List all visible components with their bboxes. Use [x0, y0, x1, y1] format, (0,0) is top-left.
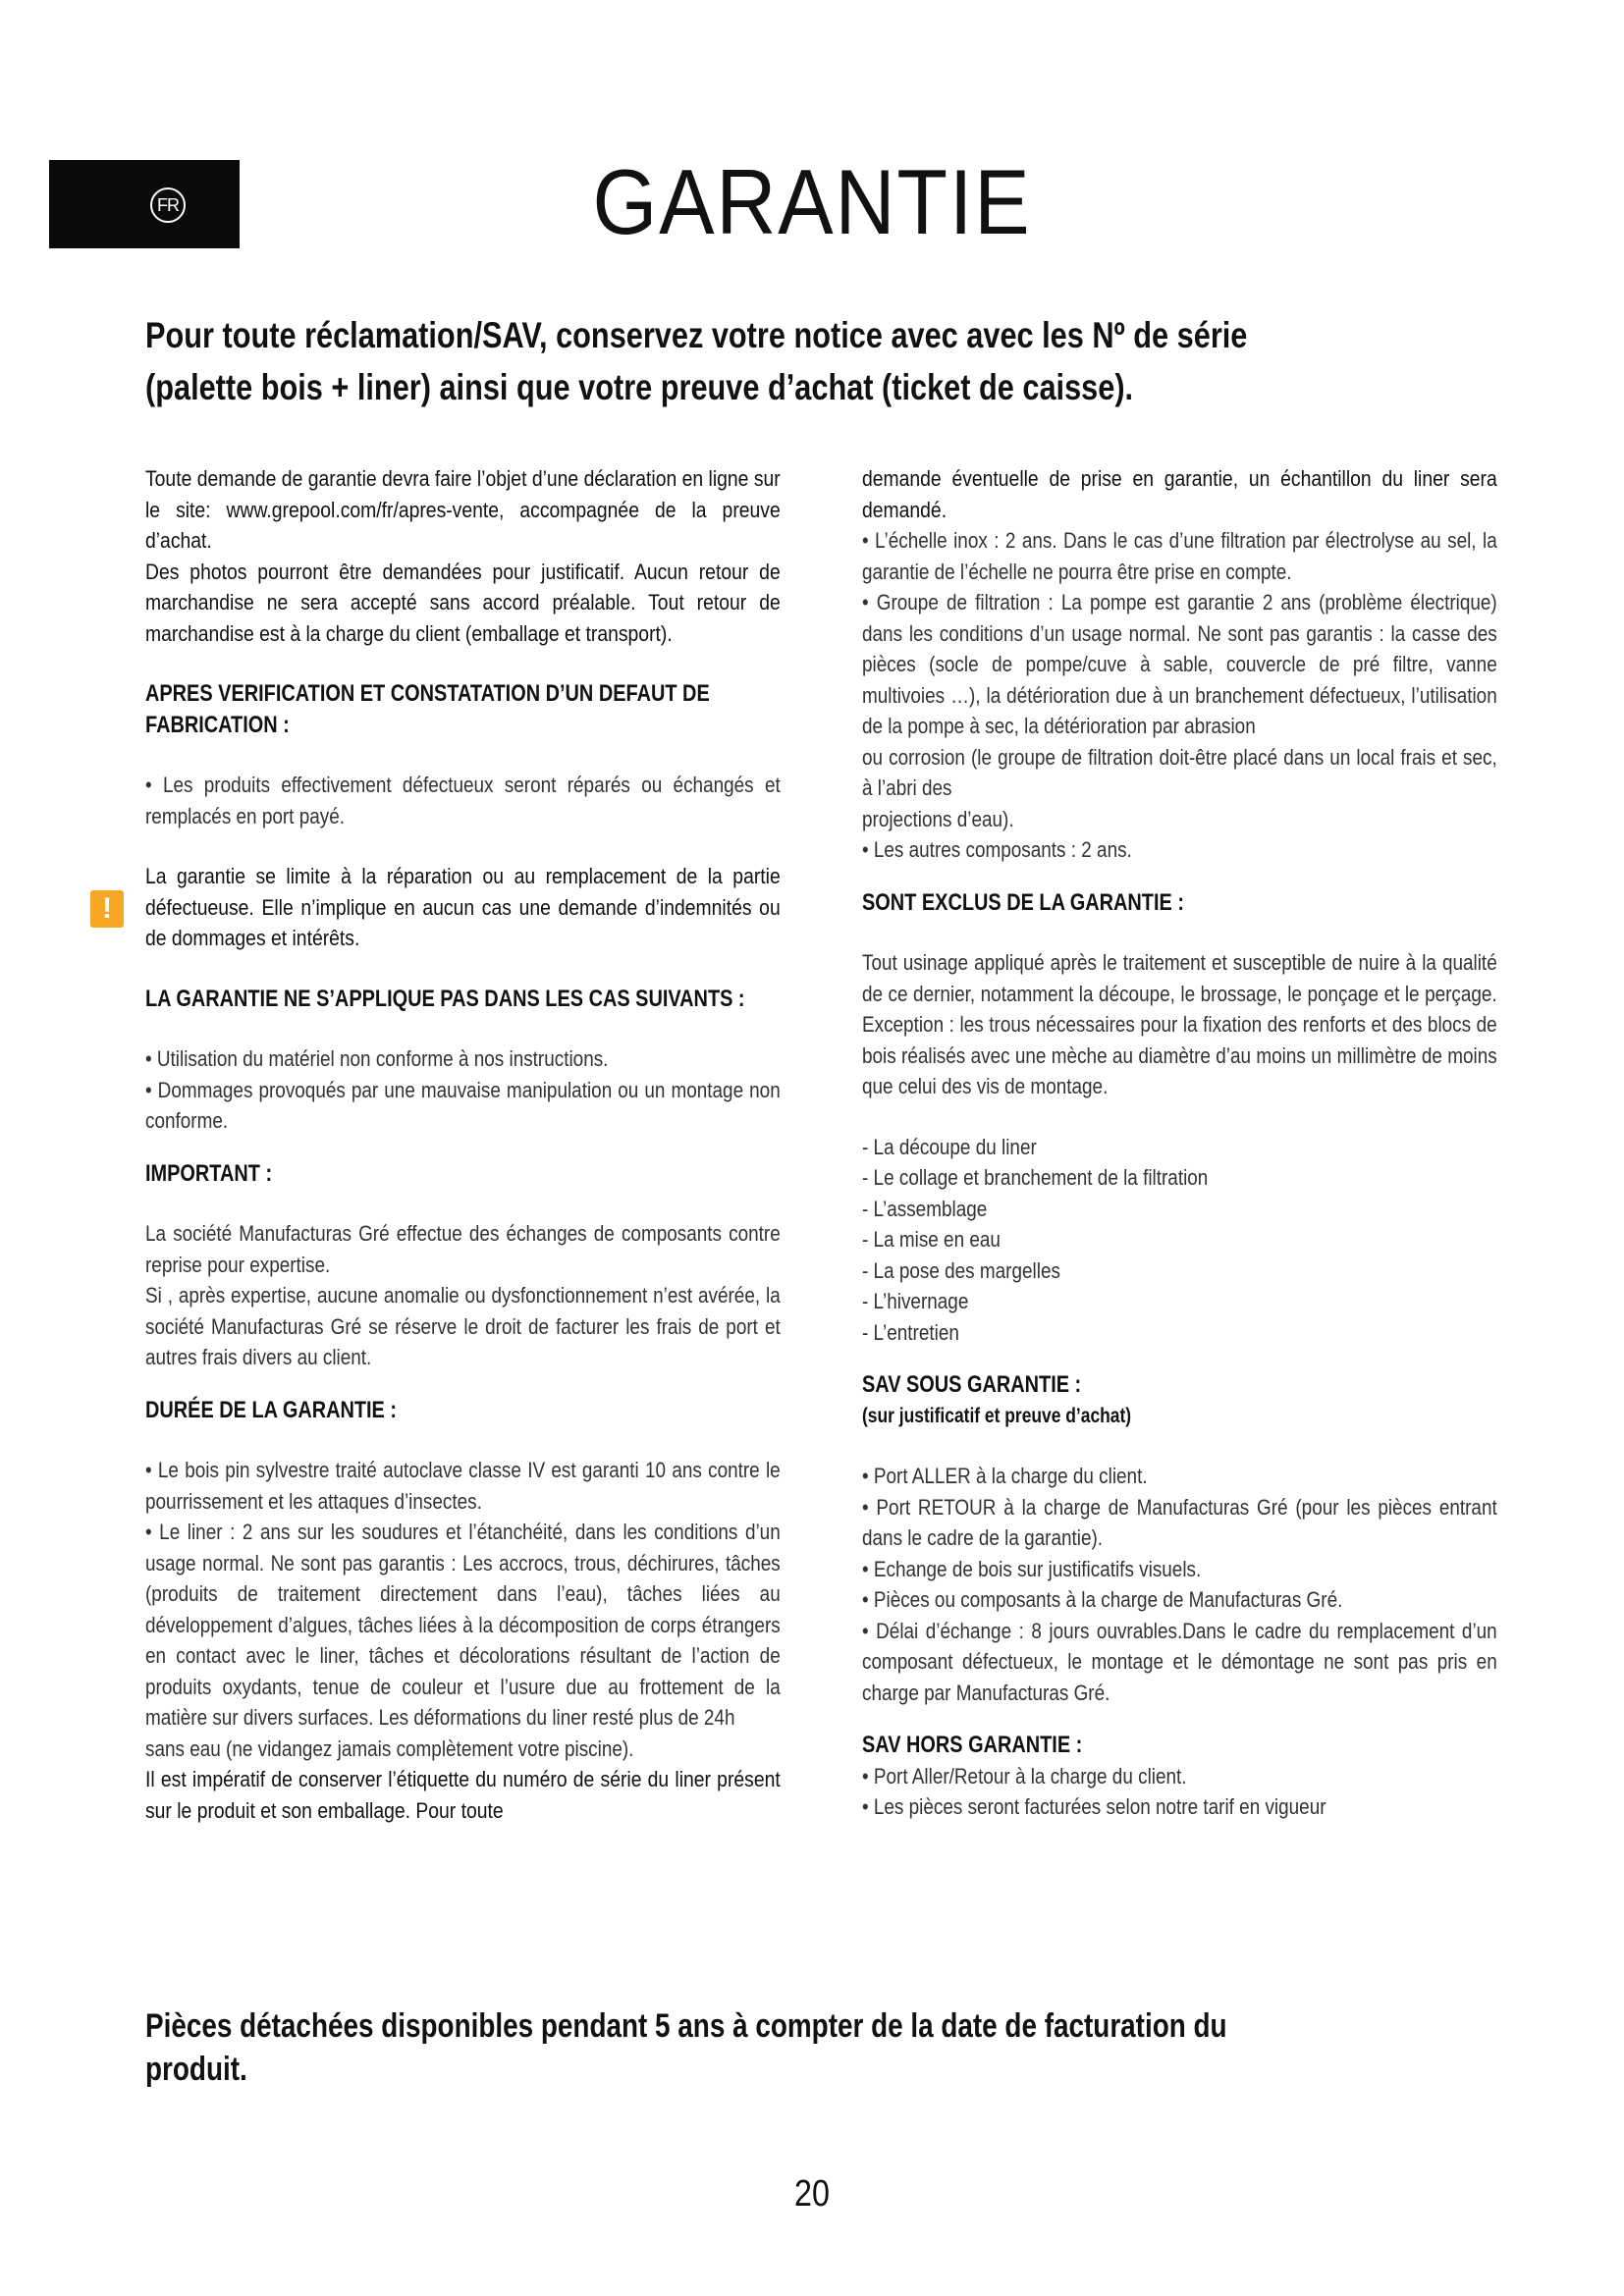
sav-out-item: • Port Aller/Retour à la charge du client.: [862, 1763, 1187, 1789]
sav-item: • Pièces ou composants à la charge de Manufacturas Gré.: [862, 1587, 1343, 1612]
exclusions-heading: LA GARANTIE NE S’APPLIQUE PAS DANS LES CAS SUIVANTS :: [145, 985, 745, 1012]
warning-icon: !: [90, 890, 124, 928]
filtration-item: projections d’eau).: [862, 806, 1014, 831]
claim-paragraph: Toute demande de garantie devra faire l’objet d’une déclaration en ligne sur le site: www.grepool.com/fr/apres-vente, accompagnée de la preuve d’achat.: [145, 466, 781, 553]
ladder-item: • L’échelle inox : 2 ans. Dans le cas d’une filtration par électrolyse au sel, la garantie de l’échelle ne pourra être prise en compte.: [862, 528, 1497, 584]
list-item: - L’entretien: [862, 1319, 959, 1345]
important-paragraph: La société Manufacturas Gré effectue des échanges de composants contre reprise pour expertise.: [145, 1221, 781, 1277]
list-item: - Le collage et branchement de la filtration: [862, 1165, 1209, 1190]
duration-heading: DURÉE DE LA GARANTIE :: [145, 1396, 398, 1423]
defect-heading: APRES VERIFICATION ET CONSTATATION D’UN DEFAUT DE FABRICATION :: [145, 680, 710, 738]
duration-item: • Le bois pin sylvestre traité autoclave classe IV est garanti 10 ans contre le pourrissement et les attaques d’insectes.: [145, 1458, 781, 1514]
list-item: - La découpe du liner: [862, 1134, 1037, 1159]
important-heading: IMPORTANT :: [145, 1159, 273, 1187]
excluded-heading: SONT EXCLUS DE LA GARANTIE :: [862, 888, 1184, 916]
sav-heading: SAV SOUS GARANTIE :: [862, 1371, 1082, 1398]
right-column: [862, 463, 1498, 1823]
spare-parts-notice: Pièces détachées disponibles pendant 5 ans à compter de la date de facturation du produit.: [145, 2007, 1227, 2088]
sav-out-heading: SAV HORS GARANTIE :: [862, 1732, 1083, 1758]
sav-item: • Délai d’échange : 8 jours ouvrables.Dans le cadre du remplacement d’un composant défectueux, le montage et le démontage ne sont pas pris en charge par Manufacturas Gré.: [862, 1618, 1497, 1705]
intro-notice: Pour toute réclamation/SAV, conservez votre notice avec avec les Nº de série (palette bois + liner) ainsi que votre preuve d’achat (ticket de caisse).: [145, 315, 1248, 407]
list-item: - La pose des margelles: [862, 1257, 1060, 1283]
excluded-paragraph: Tout usinage appliqué après le traitement et susceptible de nuire à la qualité de ce dernier, notamment la découpe, le brossage, le ponçage et le perçage. Exception : les trous nécessaires pour la fixation des renforts et des blocs de bois réalisés avec une mèche au diamètre d’au moins un millimètre de moins que celui des vis de montage.: [862, 950, 1497, 1098]
exclusion-item: • Dommages provoqués par une mauvaise manipulation ou un montage non conforme.: [145, 1077, 781, 1133]
page-number: 20: [794, 2173, 830, 2215]
sav-item: • Port ALLER à la charge du client.: [862, 1464, 1148, 1488]
sav-item: • Echange de bois sur justificatifs visuels.: [862, 1556, 1202, 1581]
list-item: - La mise en eau: [862, 1227, 1001, 1252]
left-column: [102, 463, 782, 1826]
list-item: - L’assemblage: [862, 1196, 988, 1221]
defect-paragraph: • Les produits effectivement défectueux seront réparés ou échangés et remplacés en port payé.: [145, 773, 781, 828]
list-item: - L’hivernage: [862, 1289, 969, 1313]
sav-subheading: (sur justificatif et preuve d’achat): [862, 1404, 1132, 1427]
sample-paragraph: demande éventuelle de prise en garantie, un échantillon du liner sera demandé.: [862, 466, 1497, 522]
page-title: GARANTIE: [592, 150, 1032, 253]
sav-out-item: • Les pièces seront facturées selon notre tarif en vigueur: [862, 1794, 1326, 1819]
duration-item: sans eau (ne vidangez jamais complètement votre piscine).: [145, 1735, 634, 1761]
serial-paragraph: Il est impératif de conserver l’étiquette du numéro de série du liner présent sur le produit et son emballage. Pour toute: [145, 1767, 781, 1823]
important-paragraph: Si , après expertise, aucune anomalie ou dysfonctionnement n’est avérée, la société Manufacturas Gré se réserve le droit de facturer les frais de port et autres frais divers au client.: [145, 1283, 781, 1369]
sav-item: • Port RETOUR à la charge de Manufacturas Gré (pour les pièces entrant dans le cadre de la garantie).: [862, 1494, 1497, 1550]
photos-paragraph: Des photos pourront être demandées pour justificatif. Aucun retour de marchandise ne sera accepté sans accord préalable. Tout retour de marchandise est à la charge du client (emballage et transport).: [145, 559, 781, 646]
language-badge: FR: [150, 187, 186, 223]
duration-item: • Le liner : 2 ans sur les soudures et l’étanchéité, dans les conditions d’un usage normal. Ne sont pas garantis : Les accrocs, trous, déchirures, tâches (produits de traitement directement dans l’eau), tâches liées au développement d’algues, tâches liées à la décomposition de corps étrangers en contact avec le liner, tâches et décolorations résultant de l’action de produits oxydants, tenue de couleur et l’usure due au frottement de la matière sur divers surfaces. Les déformations du liner resté plus de 24h: [145, 1520, 781, 1730]
filtration-item: • Groupe de filtration : La pompe est garantie 2 ans (problème électrique) dans les conditions d’un usage normal. Ne sont pas garantis : la casse des pièces (socle de pompe/cuve à sable, couvercle de pré filtre, vanne multivoies …), la détérioration due à un branchement défectueux, l’utilisation de la pompe à sec, la détérioration par abrasion: [862, 590, 1497, 738]
filtration-item: ou corrosion (le groupe de filtration doit-être placé dans un local frais et sec, à l’abri des: [862, 744, 1497, 800]
warning-block: [102, 861, 782, 954]
components-item: • Les autres composants : 2 ans.: [862, 837, 1132, 862]
warning-paragraph: La garantie se limite à la réparation ou au remplacement de la partie défectueuse. Elle n’implique en aucun cas une demande d’indemnités ou de dommages et intérêts.: [145, 864, 781, 950]
exclusion-item: • Utilisation du matériel non conforme à nos instructions.: [145, 1046, 609, 1071]
